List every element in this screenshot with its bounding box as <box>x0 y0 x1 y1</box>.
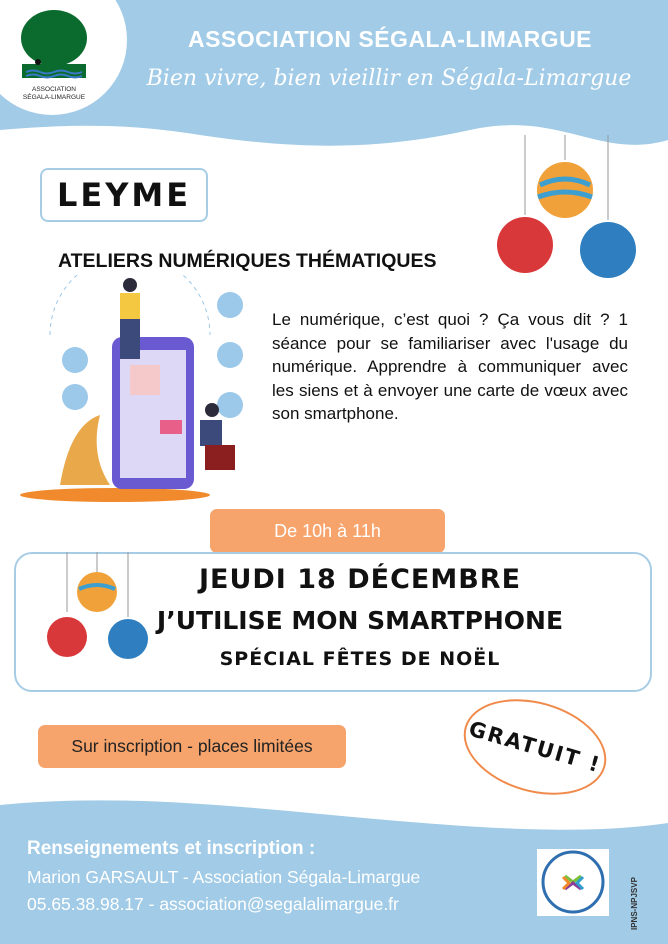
registration-note: Sur inscription - places limitées <box>38 725 346 768</box>
ipns-mention: IPNS-NPJSVP <box>630 877 639 930</box>
svg-text:SÉGALA-LIMARGUE: SÉGALA-LIMARGUE <box>22 94 86 101</box>
conference-financeurs-logo <box>537 849 609 916</box>
event-subtitle: SPÉCIAL FÊTES DE NOËL <box>219 648 501 670</box>
event-title: J’UTILISE MON SMARTPHONE <box>156 606 564 635</box>
association-title: ASSOCIATION SÉGALA-LIMARGUE <box>187 26 593 52</box>
free-badge <box>452 684 617 811</box>
event-date: JEUDI 18 DÉCEMBRE <box>198 564 522 595</box>
footer-title: Renseignements et inscription : <box>27 838 316 859</box>
smartphone-illustration <box>20 275 245 503</box>
section-title: ATELIERS NUMÉRIQUES THÉMATIQUES <box>58 250 437 272</box>
location-label: LEYME <box>40 168 208 222</box>
time-badge: De 10h à 11h <box>210 509 445 553</box>
association-logo <box>8 0 100 104</box>
free-badge-text: GRATUIT ! <box>466 716 604 778</box>
svg-text:ASSOCIATION: ASSOCIATION <box>32 86 76 93</box>
contact-name: Marion GARSAULT - Association Ségala-Limargue <box>27 867 421 887</box>
tagline: Bien vivre, bien vieillir en Ségala-Limargue <box>146 66 632 91</box>
workshop-description: Le numérique, c’est quoi ? Ça vous dit ? 1 séance pour se familiariser avec l'usage du numérique. Apprendre à communiquer avec les siens et à envoyer une carte de vœux avec son smartphone. <box>272 310 628 423</box>
contact-phone-email[interactable]: 05.65.38.98.17 - association@segalalimargue.fr <box>27 894 399 914</box>
christmas-baubles-icon <box>490 135 650 295</box>
